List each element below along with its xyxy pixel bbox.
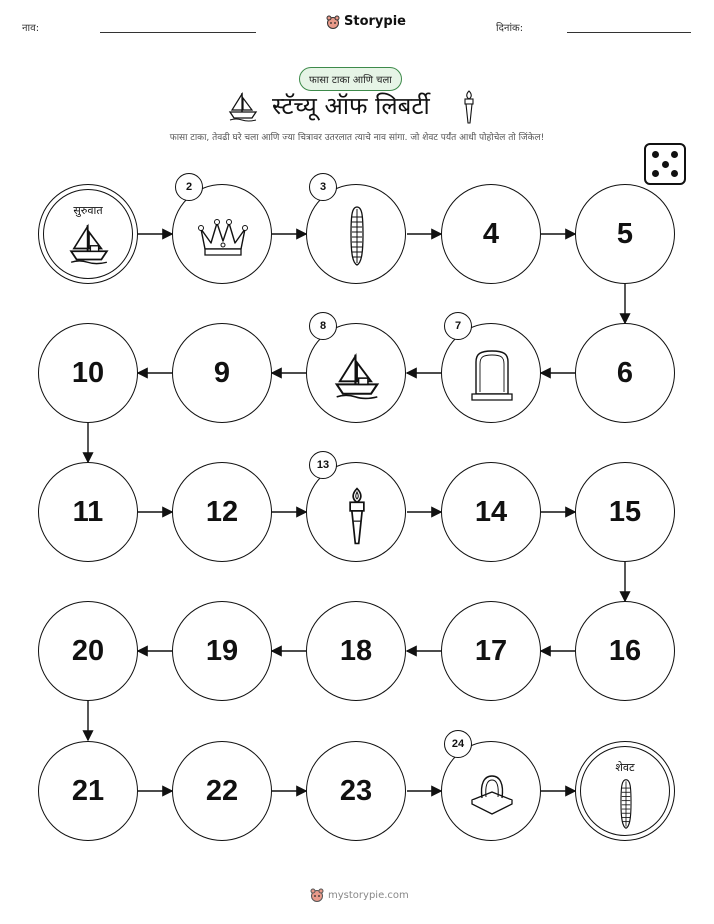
square-10[interactable]	[38, 323, 138, 423]
square-number: 17	[474, 634, 508, 667]
square-number: 10	[71, 356, 105, 389]
square-number: 22	[205, 774, 239, 807]
square-number: 12	[205, 495, 239, 528]
square-3[interactable]	[306, 181, 406, 284]
square-16[interactable]	[575, 601, 675, 701]
square-24[interactable]	[441, 738, 541, 841]
torch-icon	[345, 485, 369, 547]
square-15[interactable]	[575, 462, 675, 562]
square-number-badge: 2	[175, 173, 203, 201]
square-number: 15	[608, 495, 642, 528]
square-4[interactable]	[441, 184, 541, 284]
game-tag: फासा टाका आणि चला	[299, 67, 402, 91]
brand-name: Storypie	[344, 14, 406, 29]
square-start[interactable]	[38, 184, 138, 284]
square-number-badge: 3	[309, 173, 337, 201]
name-label: नाव:	[22, 23, 40, 34]
square-6[interactable]	[575, 323, 675, 423]
square-number: 11	[72, 495, 104, 528]
square-7[interactable]	[441, 320, 541, 423]
square-number: 14	[474, 495, 508, 528]
square-2[interactable]	[172, 181, 272, 284]
square-number: 5	[616, 217, 634, 250]
square-22[interactable]	[172, 741, 272, 841]
square-number: 21	[71, 774, 105, 807]
square-number-badge: 8	[309, 312, 337, 340]
square-20[interactable]	[38, 601, 138, 701]
square-19[interactable]	[172, 601, 272, 701]
page-title: स्टॅच्यू ऑफ लिबर्टी	[272, 92, 430, 120]
pedestal-icon	[468, 348, 516, 402]
square-23[interactable]	[306, 741, 406, 841]
square-number: 16	[608, 634, 642, 667]
square-8[interactable]	[306, 320, 406, 423]
square-12[interactable]	[172, 462, 272, 562]
instructions: फासा टाका, तेवढी घरे चला आणि ज्या चित्रावर उतरलात त्याचे नाव सांगा. जो शेवट पर्यंत आधी पोहोचेल तो जिंकेल!	[169, 133, 545, 143]
end-label: शेवट	[615, 761, 635, 774]
sandal-icon	[466, 770, 518, 816]
crown-icon	[197, 215, 249, 259]
square-9[interactable]	[172, 323, 272, 423]
bear-icon	[310, 888, 324, 902]
square-14[interactable]	[441, 462, 541, 562]
square-number: 20	[71, 634, 105, 667]
square-13[interactable]	[306, 459, 406, 562]
square-11[interactable]	[38, 462, 138, 562]
square-5[interactable]	[575, 184, 675, 284]
square-end[interactable]	[575, 741, 675, 841]
tablet-icon	[616, 778, 636, 830]
tablet-icon	[347, 205, 367, 267]
square-21[interactable]	[38, 741, 138, 841]
sailboat-icon	[333, 350, 381, 400]
square-number-badge: 7	[444, 312, 472, 340]
date-label: दिनांक:	[496, 23, 524, 34]
square-number: 6	[616, 356, 634, 389]
square-number: 9	[213, 356, 231, 389]
square-number: 19	[205, 634, 239, 667]
start-label: सुरुवात	[73, 204, 103, 217]
footer	[310, 888, 409, 902]
square-18[interactable]	[306, 601, 406, 701]
square-number: 4	[482, 217, 500, 250]
square-17[interactable]	[441, 601, 541, 701]
sailboat-icon	[67, 221, 111, 265]
footer-site[interactable]: mystorypie.com	[328, 889, 409, 901]
square-number: 23	[339, 774, 373, 807]
square-number-badge: 24	[444, 730, 472, 758]
square-number-badge: 13	[309, 451, 337, 479]
square-number: 18	[339, 634, 373, 667]
